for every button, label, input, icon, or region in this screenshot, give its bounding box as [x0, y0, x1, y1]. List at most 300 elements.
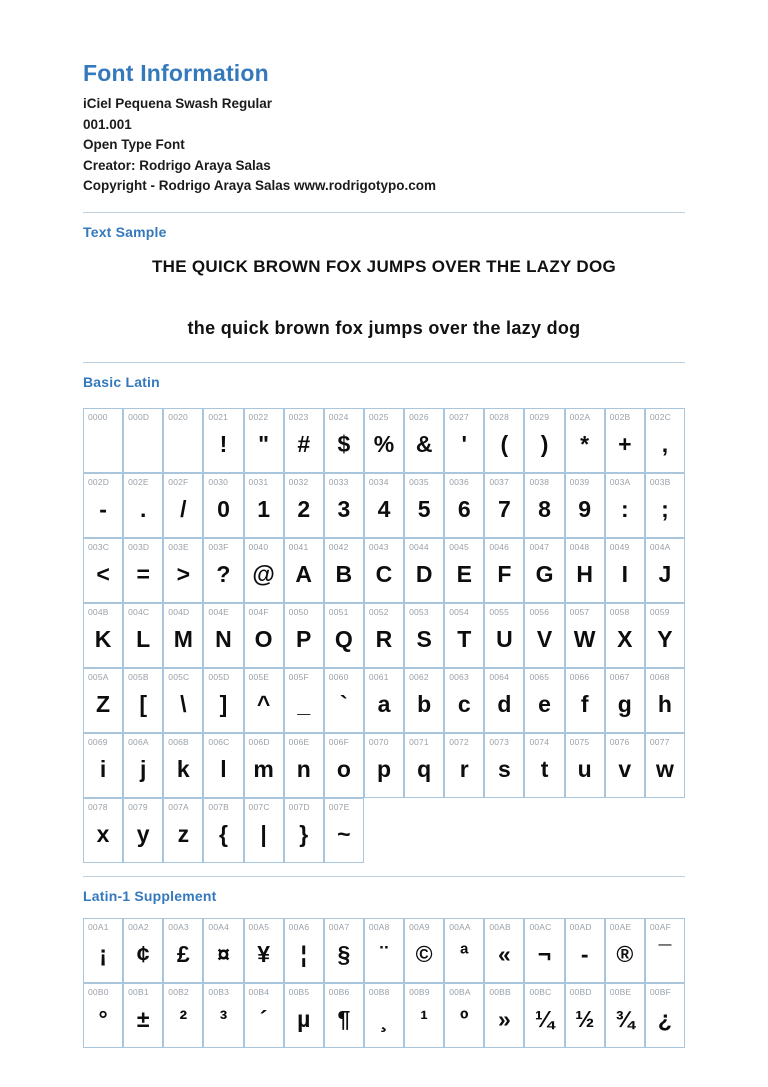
- glyph: 5: [417, 495, 431, 522]
- glyph: ¨: [380, 940, 388, 967]
- glyph-cell-00B2: [163, 983, 203, 1048]
- glyph: K: [94, 625, 112, 652]
- codepoint-label: 0059: [649, 606, 670, 617]
- font-meta-block: [83, 94, 685, 197]
- codepoint-label: 00B9: [409, 986, 430, 997]
- glyph: ²: [179, 1005, 188, 1032]
- glyph: f: [580, 690, 589, 717]
- codepoint-label: 0028: [489, 411, 510, 422]
- glyph: 6: [457, 495, 471, 522]
- codepoint-label: 006A: [128, 736, 149, 747]
- glyph-cell-004F: [244, 603, 284, 668]
- codepoint-label: 003E: [168, 541, 189, 552]
- codepoint-label: 004C: [128, 606, 150, 617]
- glyph-cell-00A6: [284, 918, 324, 983]
- glyph-cell-004C: [123, 603, 163, 668]
- text-sample-heading: Text Sample: [83, 223, 167, 240]
- glyph: C: [375, 560, 393, 587]
- glyph: B: [335, 560, 353, 587]
- glyph-cell-00BB: [484, 983, 524, 1048]
- codepoint-label: 005A: [88, 671, 109, 682]
- glyph: µ: [297, 1005, 311, 1032]
- glyph: F: [497, 560, 512, 587]
- glyph: A: [295, 560, 313, 587]
- glyph: r: [459, 755, 469, 782]
- codepoint-label: 0066: [569, 671, 590, 682]
- glyph-cell-002C: [645, 408, 685, 473]
- glyph-cell-0029: [524, 408, 564, 473]
- codepoint-label: 00A7: [328, 921, 350, 932]
- glyph-cell-0040: [244, 538, 284, 603]
- glyph: ¶: [337, 1005, 351, 1032]
- glyph-cell-0026: [404, 408, 444, 473]
- font-creator: Creator: Rodrigo Araya Salas: [83, 157, 271, 173]
- glyph-cell-0048: [565, 538, 605, 603]
- glyph: n: [296, 755, 311, 782]
- codepoint-label: 00AD: [569, 921, 592, 932]
- glyph: I: [621, 560, 628, 587]
- codepoint-label: 003F: [208, 541, 229, 552]
- glyph: Z: [96, 690, 111, 717]
- glyph: a: [377, 690, 391, 717]
- codepoint-label: 0071: [409, 736, 429, 747]
- glyph-cell-0068: [645, 668, 685, 733]
- glyph-cell-0034: [364, 473, 404, 538]
- glyph-cell-00BD: [565, 983, 605, 1048]
- codepoint-label: 003C: [88, 541, 110, 552]
- glyph-cell-0027: [444, 408, 484, 473]
- glyph-cell-006E: [284, 733, 324, 798]
- glyph-cell-00B1: [123, 983, 163, 1048]
- glyph-cell-0037: [484, 473, 524, 538]
- codepoint-label: 007A: [168, 801, 189, 812]
- glyph-cell-0038: [524, 473, 564, 538]
- glyph: ,: [661, 430, 669, 457]
- codepoint-label: 0025: [368, 411, 389, 422]
- glyph: w: [655, 755, 674, 782]
- codepoint-label: 0074: [529, 736, 550, 747]
- glyph-cell-0071: [404, 733, 444, 798]
- glyph: g: [617, 690, 632, 717]
- codepoint-label: 0027: [449, 411, 469, 422]
- glyph-cell-0059: [645, 603, 685, 668]
- glyph: c: [457, 690, 471, 717]
- glyph-cell-00A9: [404, 918, 444, 983]
- glyph: ;: [661, 495, 669, 522]
- codepoint-label: 0055: [489, 606, 510, 617]
- glyph-cell-004A: [645, 538, 685, 603]
- glyph: @: [252, 560, 275, 587]
- codepoint-label: 00A2: [128, 921, 149, 932]
- glyph-cell-00A4: [203, 918, 243, 983]
- codepoint-label: 00A4: [208, 921, 230, 932]
- glyph-cell-00B3: [203, 983, 243, 1048]
- codepoint-label: 00A3: [168, 921, 189, 932]
- glyph-cell-00AB: [484, 918, 524, 983]
- codepoint-label: 002C: [649, 411, 671, 422]
- glyph: S: [416, 625, 432, 652]
- glyph: »: [497, 1005, 511, 1032]
- glyph: y: [136, 820, 150, 847]
- codepoint-label: 0067: [609, 671, 630, 682]
- glyph-cell-00AF: [645, 918, 685, 983]
- glyph: E: [456, 560, 472, 587]
- glyph: ª: [460, 940, 469, 967]
- section-divider: [83, 362, 685, 363]
- glyph-cell-0072: [444, 733, 484, 798]
- codepoint-label: 0023: [288, 411, 309, 422]
- glyph: x: [96, 820, 110, 847]
- codepoint-label: 0040: [248, 541, 269, 552]
- codepoint-label: 0051: [328, 606, 349, 617]
- codepoint-label: 005E: [248, 671, 270, 682]
- codepoint-label: 002A: [569, 411, 591, 422]
- codepoint-label: 00AC: [529, 921, 552, 932]
- glyph-cell-00B8: [364, 983, 404, 1048]
- codepoint-label: 006D: [248, 736, 270, 747]
- glyph-cell-0030: [203, 473, 243, 538]
- codepoint-label: 00A5: [248, 921, 270, 932]
- codepoint-label: 00BF: [649, 986, 671, 997]
- glyph-cell-005E: [244, 668, 284, 733]
- codepoint-label: 0062: [409, 671, 429, 682]
- glyph-cell-0054: [444, 603, 484, 668]
- glyph-cell-003A: [605, 473, 645, 538]
- codepoint-label: 00BE: [609, 986, 632, 997]
- codepoint-label: 0039: [569, 476, 590, 487]
- glyph-cell-0052: [364, 603, 404, 668]
- codepoint-label: 004F: [248, 606, 269, 617]
- glyph-cell-0049: [605, 538, 645, 603]
- glyph-cell-00BE: [605, 983, 645, 1048]
- glyph-cell-00B9: [404, 983, 444, 1048]
- glyph: -: [580, 940, 589, 967]
- glyph: §: [337, 940, 351, 967]
- glyph-cell-00AA: [444, 918, 484, 983]
- codepoint-label: 0029: [529, 411, 550, 422]
- section-divider: [83, 212, 685, 213]
- glyph: J: [658, 560, 672, 587]
- glyph: !: [219, 430, 228, 457]
- glyph-cell-0079: [123, 798, 163, 863]
- glyph: .: [140, 495, 147, 522]
- glyph: D: [415, 560, 433, 587]
- codepoint-label: 0068: [649, 671, 670, 682]
- font-format: Open Type Font: [83, 137, 185, 152]
- glyph-cell-007D: [284, 798, 324, 863]
- codepoint-label: 0053: [409, 606, 429, 617]
- glyph: [: [139, 690, 148, 717]
- codepoint-label: 0061: [368, 671, 389, 682]
- glyph: p: [376, 755, 392, 782]
- glyph-cell-002A: [565, 408, 605, 473]
- codepoint-label: 006C: [208, 736, 230, 747]
- glyph-cell-0021: [203, 408, 243, 473]
- glyph-cell-0075: [565, 733, 605, 798]
- glyph-cell-004E: [203, 603, 243, 668]
- codepoint-label: 0072: [449, 736, 469, 747]
- glyph-cell-0047: [524, 538, 564, 603]
- glyph-cell-003E: [163, 538, 203, 603]
- glyph: X: [617, 625, 633, 652]
- glyph-cell-0043: [364, 538, 404, 603]
- glyph: ): [540, 430, 549, 457]
- codepoint-label: 0069: [88, 736, 108, 747]
- codepoint-label: 00A6: [288, 921, 310, 932]
- glyph-cell-0058: [605, 603, 645, 668]
- codepoint-label: 002E: [128, 476, 149, 487]
- glyph-cell-0061: [364, 668, 404, 733]
- glyph-cell-00B0: [83, 983, 123, 1048]
- glyph: i: [99, 755, 107, 782]
- glyph: }: [299, 820, 309, 847]
- glyph-cell-003D: [123, 538, 163, 603]
- glyph-cell-0063: [444, 668, 484, 733]
- glyph: ®: [616, 940, 634, 967]
- glyph: ¿: [657, 1005, 672, 1032]
- codepoint-label: 0047: [529, 541, 550, 552]
- glyph: \: [180, 690, 187, 717]
- sample-text-uppercase: THE QUICK BROWN FOX JUMPS OVER THE LAZY DOG: [151, 256, 617, 276]
- codepoint-label: 005F: [288, 671, 309, 682]
- glyph: 7: [497, 495, 511, 522]
- glyph-cell-006A: [123, 733, 163, 798]
- glyph: $: [337, 430, 351, 457]
- glyph-cell-002F: [163, 473, 203, 538]
- glyph: :: [620, 495, 629, 522]
- glyph: £: [176, 940, 190, 967]
- codepoint-label: 003D: [128, 541, 150, 552]
- glyph-cell-007B: [203, 798, 243, 863]
- codepoint-label: 00BA: [449, 986, 471, 997]
- glyph-cell-005D: [203, 668, 243, 733]
- glyph: -: [99, 495, 107, 522]
- codepoint-label: 00AA: [449, 921, 471, 932]
- glyph-cell-0053: [404, 603, 444, 668]
- codepoint-label: 0073: [489, 736, 510, 747]
- codepoint-label: 007B: [208, 801, 230, 812]
- codepoint-label: 00B8: [368, 986, 390, 997]
- codepoint-label: 003A: [609, 476, 631, 487]
- glyph: V: [536, 625, 553, 652]
- glyph-cell-0055: [484, 603, 524, 668]
- codepoint-label: 0049: [609, 541, 630, 552]
- glyph-cell-0077: [645, 733, 685, 798]
- glyph-cell-00AC: [524, 918, 564, 983]
- glyph: t: [540, 755, 549, 782]
- glyph: {: [218, 820, 228, 847]
- codepoint-label: 0048: [569, 541, 590, 552]
- page-title: Font Information: [83, 60, 269, 86]
- glyph: e: [538, 690, 551, 717]
- codepoint-label: 0036: [449, 476, 469, 487]
- glyph: =: [136, 560, 150, 587]
- codepoint-label: 0063: [449, 671, 469, 682]
- glyph-cell-006D: [244, 733, 284, 798]
- codepoint-label: 0021: [208, 411, 229, 422]
- glyph-cell-0041: [284, 538, 324, 603]
- glyph-cell-0024: [324, 408, 364, 473]
- glyph: v: [618, 755, 632, 782]
- codepoint-label: 0030: [208, 476, 229, 487]
- codepoint-label: 007D: [288, 801, 310, 812]
- codepoint-label: 0037: [489, 476, 510, 487]
- glyph: Q: [334, 625, 353, 652]
- codepoint-label: 0041: [288, 541, 309, 552]
- glyph-cell-004B: [83, 603, 123, 668]
- glyph: *: [580, 430, 590, 457]
- codepoint-label: 004B: [88, 606, 109, 617]
- glyph: ¢: [136, 940, 150, 967]
- codepoint-label: 0034: [368, 476, 389, 487]
- codepoint-label: 0033: [328, 476, 349, 487]
- glyph-cell-0022: [244, 408, 284, 473]
- codepoint-label: 0038: [529, 476, 550, 487]
- codepoint-label: 0054: [449, 606, 469, 617]
- codepoint-label: 0000: [88, 411, 108, 422]
- glyph-cell-00A2: [123, 918, 163, 983]
- section-divider: [83, 876, 685, 877]
- glyph-cell-002B: [605, 408, 645, 473]
- codepoint-label: 00BB: [489, 986, 511, 997]
- glyph-cell-00A3: [163, 918, 203, 983]
- codepoint-label: 00A9: [409, 921, 430, 932]
- codepoint-label: 0032: [288, 476, 309, 487]
- glyph: 9: [578, 495, 592, 522]
- glyph: u: [577, 755, 592, 782]
- codepoint-label: 00BC: [529, 986, 552, 997]
- glyph-cell-0025: [364, 408, 404, 473]
- codepoint-label: 006E: [288, 736, 310, 747]
- glyph: ?: [216, 560, 231, 587]
- glyph: &: [415, 430, 433, 457]
- glyph: ': [461, 430, 467, 457]
- font-name: iCiel Pequena Swash Regular: [83, 96, 273, 111]
- glyph: _: [297, 690, 311, 717]
- codepoint-label: 0035: [409, 476, 429, 487]
- glyph-cell-00A5: [244, 918, 284, 983]
- codepoint-label: 00B3: [208, 986, 230, 997]
- glyph-cell-0031: [244, 473, 284, 538]
- font-copyright: Copyright - Rodrigo Araya Salas www.rodrigotypo.com: [83, 178, 437, 193]
- glyph: +: [618, 430, 632, 457]
- glyph: 0: [217, 495, 230, 522]
- glyph-cell-0076: [605, 733, 645, 798]
- glyph: N: [215, 625, 232, 652]
- codepoint-label: 00AF: [649, 921, 671, 932]
- glyph: ¡: [99, 940, 107, 967]
- codepoint-label: 0079: [128, 801, 148, 812]
- codepoint-label: 0076: [609, 736, 630, 747]
- codepoint-label: 0064: [489, 671, 510, 682]
- codepoint-label: 0075: [569, 736, 590, 747]
- latin1-supplement-grid: [83, 918, 685, 1048]
- glyph: 8: [538, 495, 551, 522]
- glyph-cell-006F: [324, 733, 364, 798]
- codepoint-label: 0022: [248, 411, 269, 422]
- glyph-cell-000D: [123, 408, 163, 473]
- codepoint-label: 005C: [168, 671, 190, 682]
- glyph-cell-0042: [324, 538, 364, 603]
- codepoint-label: 0052: [368, 606, 389, 617]
- glyph-cell-00A1: [83, 918, 123, 983]
- glyph-cell-0069: [83, 733, 123, 798]
- glyph-cell-00B4: [244, 983, 284, 1048]
- glyph-cell-007C: [244, 798, 284, 863]
- glyph: z: [177, 820, 190, 847]
- codepoint-label: 0057: [569, 606, 590, 617]
- glyph: ¦: [300, 940, 307, 967]
- codepoint-label: 00B4: [248, 986, 270, 997]
- glyph: «: [497, 940, 511, 967]
- glyph: ©: [415, 940, 433, 967]
- glyph-cell-00BC: [524, 983, 564, 1048]
- glyph: #: [297, 430, 311, 457]
- glyph: (: [500, 430, 509, 457]
- glyph: ^: [256, 690, 271, 717]
- glyph: %: [373, 430, 395, 457]
- glyph: o: [336, 755, 351, 782]
- glyph: ´: [259, 1005, 268, 1032]
- glyph-cell-0039: [565, 473, 605, 538]
- glyph-cell-00A8: [364, 918, 404, 983]
- glyph-cell-0051: [324, 603, 364, 668]
- codepoint-label: 004E: [208, 606, 230, 617]
- codepoint-label: 000D: [128, 411, 150, 422]
- glyph-cell-0060: [324, 668, 364, 733]
- glyph: 1: [257, 495, 270, 522]
- codepoint-label: 0058: [609, 606, 630, 617]
- glyph-cell-0067: [605, 668, 645, 733]
- codepoint-label: 00BD: [569, 986, 592, 997]
- glyph: l: [220, 755, 227, 782]
- glyph: O: [254, 625, 273, 652]
- codepoint-label: 0026: [409, 411, 429, 422]
- codepoint-label: 00B6: [328, 986, 350, 997]
- glyph-cell-00AE: [605, 918, 645, 983]
- glyph-cell-0057: [565, 603, 605, 668]
- glyph: /: [180, 495, 187, 522]
- glyph-cell-0065: [524, 668, 564, 733]
- codepoint-label: 00AB: [489, 921, 511, 932]
- codepoint-label: 00B1: [128, 986, 149, 997]
- glyph: ±: [136, 1005, 150, 1032]
- glyph-cell-00BF: [645, 983, 685, 1048]
- codepoint-label: 0077: [649, 736, 670, 747]
- codepoint-label: 005B: [128, 671, 149, 682]
- codepoint-label: 00A8: [368, 921, 390, 932]
- codepoint-label: 002B: [609, 411, 631, 422]
- glyph: 2: [297, 495, 311, 522]
- codepoint-label: 007E: [328, 801, 350, 812]
- glyph-cell-0028: [484, 408, 524, 473]
- codepoint-label: 00AE: [609, 921, 632, 932]
- glyph: ¤: [217, 940, 230, 967]
- glyph-cell-0056: [524, 603, 564, 668]
- glyph-cell-005C: [163, 668, 203, 733]
- glyph: `: [340, 690, 348, 717]
- glyph-cell-007E: [324, 798, 364, 863]
- codepoint-label: 0070: [368, 736, 389, 747]
- glyph: j: [140, 755, 147, 782]
- glyph: ¾: [615, 1005, 635, 1032]
- font-version: 001.001: [83, 116, 132, 132]
- glyph-cell-00AD: [565, 918, 605, 983]
- glyph: ]: [219, 690, 228, 717]
- glyph: Y: [657, 625, 673, 652]
- glyph-cell-0050: [284, 603, 324, 668]
- glyph: d: [497, 690, 512, 717]
